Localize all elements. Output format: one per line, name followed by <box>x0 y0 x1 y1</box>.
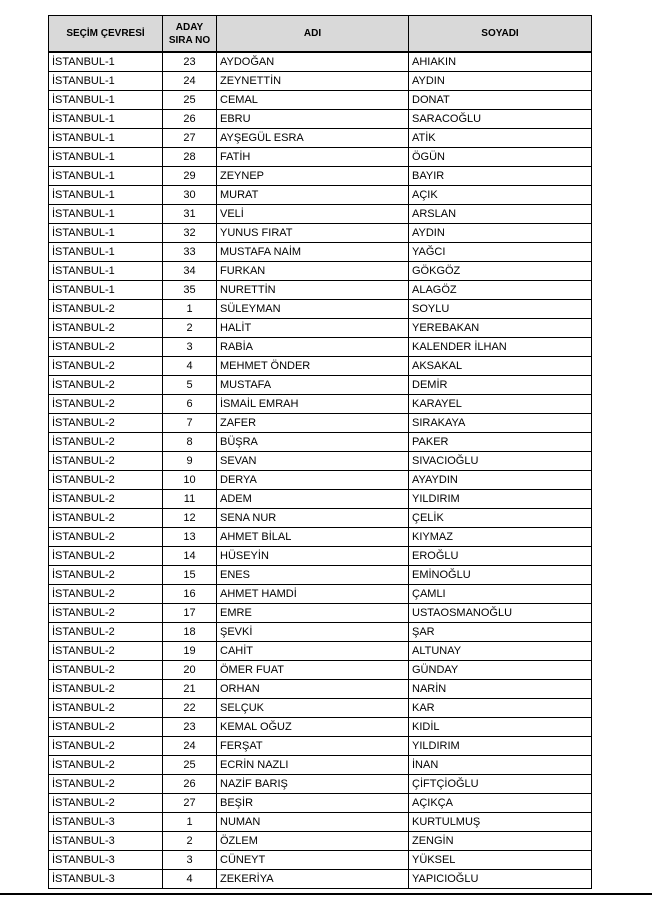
cell-order-no: 7 <box>163 414 217 433</box>
table-row <box>49 186 592 205</box>
cell-district: İSTANBUL-1 <box>49 91 163 110</box>
cell-order-no: 20 <box>163 661 217 680</box>
header-surname: SOYADI <box>409 16 592 53</box>
header-district: SEÇİM ÇEVRESİ <box>49 16 163 53</box>
cell-district: İSTANBUL-2 <box>49 737 163 756</box>
table-row <box>49 52 592 72</box>
cell-surname: KAR <box>409 699 592 718</box>
cell-surname: ŞAR <box>409 623 592 642</box>
cell-surname: KIYMAZ <box>409 528 592 547</box>
table-row <box>49 813 592 832</box>
cell-district: İSTANBUL-1 <box>49 186 163 205</box>
cell-name: AYDOĞAN <box>217 52 409 72</box>
header-name: ADI <box>217 16 409 53</box>
cell-surname: ÇAMLI <box>409 585 592 604</box>
cell-district: İSTANBUL-2 <box>49 680 163 699</box>
cell-order-no: 5 <box>163 376 217 395</box>
cell-surname: DEMİR <box>409 376 592 395</box>
table-row <box>49 300 592 319</box>
cell-district: İSTANBUL-2 <box>49 471 163 490</box>
cell-name: AHMET BİLAL <box>217 528 409 547</box>
cell-order-no: 1 <box>163 813 217 832</box>
cell-order-no: 23 <box>163 52 217 72</box>
table-row <box>49 528 592 547</box>
cell-name: SÜLEYMAN <box>217 300 409 319</box>
cell-surname: YAPICIOĞLU <box>409 870 592 889</box>
cell-name: CEMAL <box>217 91 409 110</box>
table-row <box>49 338 592 357</box>
cell-surname: SARACOĞLU <box>409 110 592 129</box>
cell-order-no: 17 <box>163 604 217 623</box>
table-row <box>49 471 592 490</box>
cell-district: İSTANBUL-3 <box>49 813 163 832</box>
cell-district: İSTANBUL-3 <box>49 851 163 870</box>
cell-order-no: 4 <box>163 357 217 376</box>
cell-district: İSTANBUL-1 <box>49 110 163 129</box>
table-row <box>49 376 592 395</box>
cell-name: İSMAİL EMRAH <box>217 395 409 414</box>
cell-name: SELÇUK <box>217 699 409 718</box>
cell-surname: AKSAKAL <box>409 357 592 376</box>
cell-surname: SIVACIOĞLU <box>409 452 592 471</box>
cell-order-no: 31 <box>163 205 217 224</box>
cell-district: İSTANBUL-1 <box>49 167 163 186</box>
cell-name: ZEKERİYA <box>217 870 409 889</box>
cell-district: İSTANBUL-2 <box>49 604 163 623</box>
table-row <box>49 604 592 623</box>
cell-name: ORHAN <box>217 680 409 699</box>
cell-order-no: 6 <box>163 395 217 414</box>
cell-name: BÜŞRA <box>217 433 409 452</box>
cell-surname: DONAT <box>409 91 592 110</box>
table-row <box>49 243 592 262</box>
cell-district: İSTANBUL-2 <box>49 623 163 642</box>
cell-name: ŞEVKİ <box>217 623 409 642</box>
cell-order-no: 9 <box>163 452 217 471</box>
table-row <box>49 205 592 224</box>
table-row <box>49 566 592 585</box>
table-row <box>49 718 592 737</box>
cell-name: ADEM <box>217 490 409 509</box>
cell-district: İSTANBUL-2 <box>49 300 163 319</box>
cell-surname: ATİK <box>409 129 592 148</box>
cell-order-no: 29 <box>163 167 217 186</box>
cell-district: İSTANBUL-1 <box>49 205 163 224</box>
cell-name: MURAT <box>217 186 409 205</box>
table-row <box>49 509 592 528</box>
cell-name: FERŞAT <box>217 737 409 756</box>
cell-district: İSTANBUL-1 <box>49 243 163 262</box>
cell-order-no: 34 <box>163 262 217 281</box>
table-row <box>49 585 592 604</box>
candidate-list-table <box>48 15 592 889</box>
cell-district: İSTANBUL-2 <box>49 585 163 604</box>
cell-surname: SIRAKAYA <box>409 414 592 433</box>
table-row <box>49 395 592 414</box>
table-row <box>49 129 592 148</box>
table-row <box>49 72 592 91</box>
cell-order-no: 12 <box>163 509 217 528</box>
cell-district: İSTANBUL-2 <box>49 414 163 433</box>
cell-name: DERYA <box>217 471 409 490</box>
table-row <box>49 832 592 851</box>
cell-district: İSTANBUL-2 <box>49 566 163 585</box>
cell-name: HALİT <box>217 319 409 338</box>
cell-district: İSTANBUL-1 <box>49 262 163 281</box>
cell-order-no: 28 <box>163 148 217 167</box>
table-row <box>49 870 592 889</box>
cell-name: AHMET HAMDİ <box>217 585 409 604</box>
cell-order-no: 30 <box>163 186 217 205</box>
cell-order-no: 27 <box>163 129 217 148</box>
cell-name: MUSTAFA NAİM <box>217 243 409 262</box>
cell-order-no: 11 <box>163 490 217 509</box>
table-row <box>49 224 592 243</box>
table-row <box>49 148 592 167</box>
cell-surname: ÖGÜN <box>409 148 592 167</box>
cell-name: ZAFER <box>217 414 409 433</box>
cell-surname: YEREBAKAN <box>409 319 592 338</box>
table-row <box>49 433 592 452</box>
cell-name: YUNUS FIRAT <box>217 224 409 243</box>
cell-order-no: 25 <box>163 756 217 775</box>
table-row <box>49 357 592 376</box>
table-row <box>49 851 592 870</box>
cell-name: MUSTAFA <box>217 376 409 395</box>
cell-surname: YILDIRIM <box>409 490 592 509</box>
cell-district: İSTANBUL-3 <box>49 832 163 851</box>
cell-order-no: 16 <box>163 585 217 604</box>
cell-district: İSTANBUL-2 <box>49 528 163 547</box>
cell-surname: ARSLAN <box>409 205 592 224</box>
cell-order-no: 10 <box>163 471 217 490</box>
cell-name: FURKAN <box>217 262 409 281</box>
cell-surname: EROĞLU <box>409 547 592 566</box>
cell-order-no: 26 <box>163 775 217 794</box>
cell-name: VELİ <box>217 205 409 224</box>
cell-surname: YAĞCI <box>409 243 592 262</box>
table-row <box>49 281 592 300</box>
cell-name: ÖZLEM <box>217 832 409 851</box>
cell-surname: YÜKSEL <box>409 851 592 870</box>
cell-surname: KARAYEL <box>409 395 592 414</box>
page-bottom-rule <box>0 893 652 895</box>
cell-district: İSTANBUL-1 <box>49 129 163 148</box>
cell-district: İSTANBUL-2 <box>49 756 163 775</box>
cell-surname: ALAGÖZ <box>409 281 592 300</box>
cell-order-no: 3 <box>163 338 217 357</box>
cell-order-no: 32 <box>163 224 217 243</box>
cell-district: İSTANBUL-1 <box>49 148 163 167</box>
table-row <box>49 699 592 718</box>
cell-district: İSTANBUL-2 <box>49 775 163 794</box>
cell-surname: NARİN <box>409 680 592 699</box>
header-order-line1: ADAY <box>175 21 204 33</box>
cell-district: İSTANBUL-2 <box>49 357 163 376</box>
cell-district: İSTANBUL-3 <box>49 870 163 889</box>
cell-name: CÜNEYT <box>217 851 409 870</box>
cell-order-no: 15 <box>163 566 217 585</box>
cell-order-no: 21 <box>163 680 217 699</box>
cell-name: HÜSEYİN <box>217 547 409 566</box>
cell-surname: BAYIR <box>409 167 592 186</box>
cell-order-no: 22 <box>163 699 217 718</box>
cell-name: NAZİF BARIŞ <box>217 775 409 794</box>
cell-surname: KIDİL <box>409 718 592 737</box>
cell-surname: EMİNOĞLU <box>409 566 592 585</box>
cell-order-no: 24 <box>163 72 217 91</box>
cell-surname: AHIAKIN <box>409 52 592 72</box>
cell-surname: GÜNDAY <box>409 661 592 680</box>
cell-surname: AYDIN <box>409 72 592 91</box>
cell-district: İSTANBUL-2 <box>49 395 163 414</box>
table-row <box>49 262 592 281</box>
cell-order-no: 14 <box>163 547 217 566</box>
cell-surname: ÇİFTÇİOĞLU <box>409 775 592 794</box>
cell-district: İSTANBUL-1 <box>49 281 163 300</box>
cell-district: İSTANBUL-2 <box>49 376 163 395</box>
cell-order-no: 1 <box>163 300 217 319</box>
cell-order-no: 35 <box>163 281 217 300</box>
cell-district: İSTANBUL-2 <box>49 794 163 813</box>
table-body <box>49 52 592 889</box>
header-row <box>49 16 592 53</box>
cell-name: NURETTİN <box>217 281 409 300</box>
cell-name: ÖMER FUAT <box>217 661 409 680</box>
cell-district: İSTANBUL-1 <box>49 224 163 243</box>
cell-surname: ZENGİN <box>409 832 592 851</box>
cell-order-no: 23 <box>163 718 217 737</box>
cell-surname: AÇIK <box>409 186 592 205</box>
cell-surname: KURTULMUŞ <box>409 813 592 832</box>
cell-surname: AYDIN <box>409 224 592 243</box>
cell-order-no: 18 <box>163 623 217 642</box>
cell-surname: GÖKGÖZ <box>409 262 592 281</box>
cell-surname: ALTUNAY <box>409 642 592 661</box>
header-order-line2: SIRA NO <box>168 34 211 46</box>
cell-surname: USTAOSMANOĞLU <box>409 604 592 623</box>
table-row <box>49 110 592 129</box>
cell-district: İSTANBUL-2 <box>49 661 163 680</box>
table-row <box>49 775 592 794</box>
cell-name: BEŞİR <box>217 794 409 813</box>
cell-name: EMRE <box>217 604 409 623</box>
cell-name: SEVAN <box>217 452 409 471</box>
cell-district: İSTANBUL-2 <box>49 509 163 528</box>
cell-name: ZEYNETTİN <box>217 72 409 91</box>
table-row <box>49 414 592 433</box>
cell-order-no: 2 <box>163 832 217 851</box>
cell-district: İSTANBUL-2 <box>49 718 163 737</box>
cell-name: KEMAL OĞUZ <box>217 718 409 737</box>
cell-name: AYŞEGÜL ESRA <box>217 129 409 148</box>
cell-name: CAHİT <box>217 642 409 661</box>
cell-district: İSTANBUL-2 <box>49 642 163 661</box>
cell-name: ECRİN NAZLI <box>217 756 409 775</box>
cell-order-no: 27 <box>163 794 217 813</box>
table-row <box>49 642 592 661</box>
header-order-no <box>163 16 217 53</box>
cell-surname: İNAN <box>409 756 592 775</box>
table-row <box>49 167 592 186</box>
cell-surname: AÇIKÇA <box>409 794 592 813</box>
table-row <box>49 661 592 680</box>
cell-name: RABİA <box>217 338 409 357</box>
cell-district: İSTANBUL-2 <box>49 547 163 566</box>
cell-name: ENES <box>217 566 409 585</box>
cell-order-no: 3 <box>163 851 217 870</box>
cell-district: İSTANBUL-2 <box>49 319 163 338</box>
cell-order-no: 2 <box>163 319 217 338</box>
cell-order-no: 25 <box>163 91 217 110</box>
table-row <box>49 547 592 566</box>
cell-surname: AYAYDIN <box>409 471 592 490</box>
cell-order-no: 8 <box>163 433 217 452</box>
cell-order-no: 33 <box>163 243 217 262</box>
cell-surname: SOYLU <box>409 300 592 319</box>
table-row <box>49 91 592 110</box>
cell-order-no: 19 <box>163 642 217 661</box>
table-header <box>49 16 592 53</box>
cell-order-no: 4 <box>163 870 217 889</box>
cell-name: MEHMET ÖNDER <box>217 357 409 376</box>
cell-surname: YILDIRIM <box>409 737 592 756</box>
table-row <box>49 680 592 699</box>
cell-name: FATİH <box>217 148 409 167</box>
cell-district: İSTANBUL-2 <box>49 452 163 471</box>
cell-name: ZEYNEP <box>217 167 409 186</box>
cell-district: İSTANBUL-1 <box>49 72 163 91</box>
cell-name: EBRU <box>217 110 409 129</box>
table-row <box>49 756 592 775</box>
cell-name: SENA NUR <box>217 509 409 528</box>
cell-district: İSTANBUL-2 <box>49 699 163 718</box>
table-row <box>49 737 592 756</box>
cell-surname: PAKER <box>409 433 592 452</box>
cell-order-no: 26 <box>163 110 217 129</box>
cell-order-no: 13 <box>163 528 217 547</box>
cell-order-no: 24 <box>163 737 217 756</box>
cell-district: İSTANBUL-2 <box>49 490 163 509</box>
table-row <box>49 452 592 471</box>
table-row <box>49 794 592 813</box>
table-row <box>49 490 592 509</box>
cell-surname: ÇELİK <box>409 509 592 528</box>
cell-surname: KALENDER İLHAN <box>409 338 592 357</box>
cell-name: NUMAN <box>217 813 409 832</box>
cell-district: İSTANBUL-2 <box>49 433 163 452</box>
cell-district: İSTANBUL-2 <box>49 338 163 357</box>
table-row <box>49 623 592 642</box>
cell-district: İSTANBUL-1 <box>49 52 163 72</box>
table-row <box>49 319 592 338</box>
